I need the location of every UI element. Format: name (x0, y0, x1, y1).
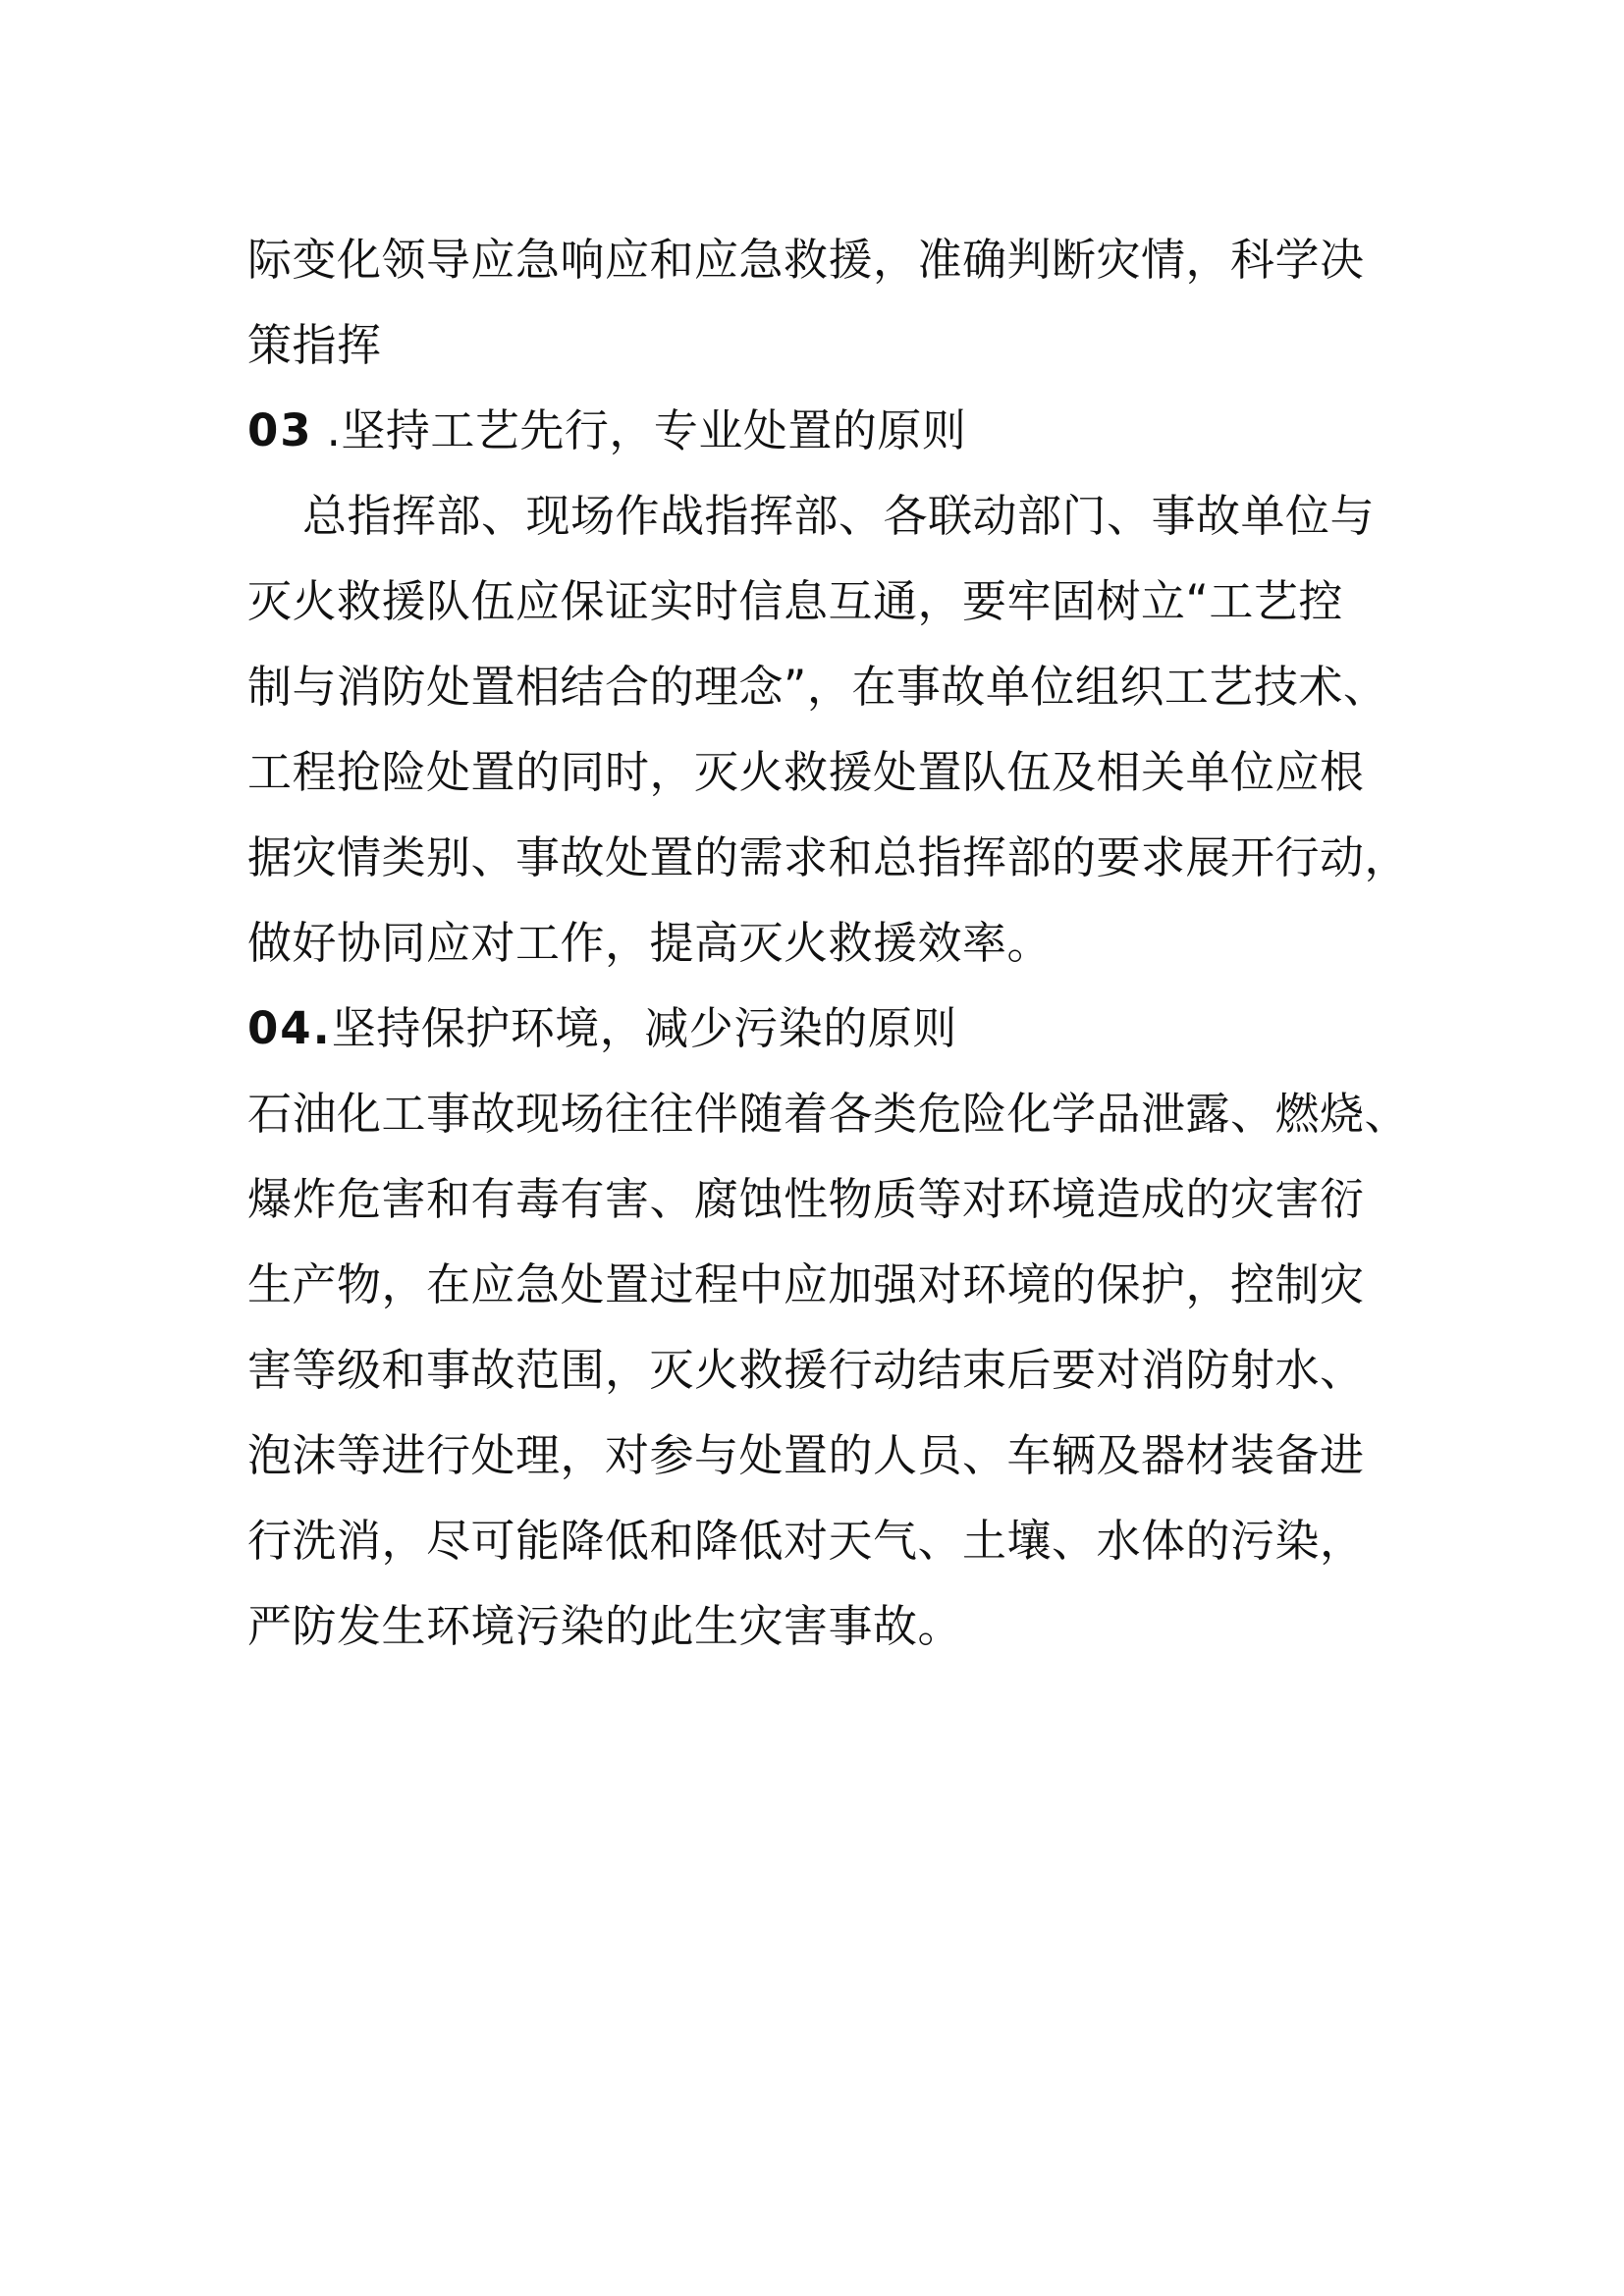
section-heading-03 (247, 401, 966, 460)
section-title: 坚持保护环境，减少污染的原则 (331, 1002, 957, 1054)
paragraph-line: 际变化领导应急响应和应急救援，准确判断灾情，科学决 (247, 234, 1365, 286)
paragraph-line: 据灾情类别、事故处置的需求和总指挥部的要求展开行动， (247, 831, 1410, 883)
paragraph-line: 严防发生环境污染的此生灾害事故。 (247, 1600, 963, 1652)
paragraph-line: 行洗消，尽可能降低和降低对天气、土壤、水体的污染， (247, 1515, 1365, 1567)
paragraph-line: 害等级和事故范围，灭火救援行动结束后要对消防射水、 (247, 1344, 1365, 1396)
section-heading-04 (247, 999, 957, 1058)
section-title: .坚持工艺先行，专业处置的原则 (326, 404, 967, 456)
paragraph-line: 生产物，在应急处置过程中应加强对环境的保护，控制灾 (247, 1258, 1365, 1310)
paragraph-line: 泡沫等进行处理，对参与处置的人员、车辆及器材装备进 (247, 1429, 1365, 1481)
paragraph-line: 灭火救援队伍应保证实时信息互通，要牢固树立“工艺控 (247, 575, 1343, 627)
paragraph-line: 总指挥部、现场作战指挥部、各联动部门、事故单位与 (302, 490, 1376, 542)
paragraph-line: 工程抢险处置的同时，灭火救援处置队伍及相关单位应根 (247, 746, 1365, 798)
section-number: 04. (247, 1002, 332, 1054)
paragraph-line: 爆炸危害和有毒有害、腐蚀性物质等对环境造成的灾害衍 (247, 1173, 1365, 1225)
paragraph-line: 制与消防处置相结合的理念”，在事故单位组织工艺技术、 (247, 661, 1388, 713)
section-number: 03 (247, 404, 313, 456)
paragraph-line: 石油化工事故现场往往伴随着各类危险化学品泄露、燃烧、 (247, 1088, 1410, 1140)
paragraph-line: 策指挥 (247, 319, 382, 371)
paragraph-line: 做好协同应对工作，提高灭火救援效率。 (247, 917, 1053, 969)
